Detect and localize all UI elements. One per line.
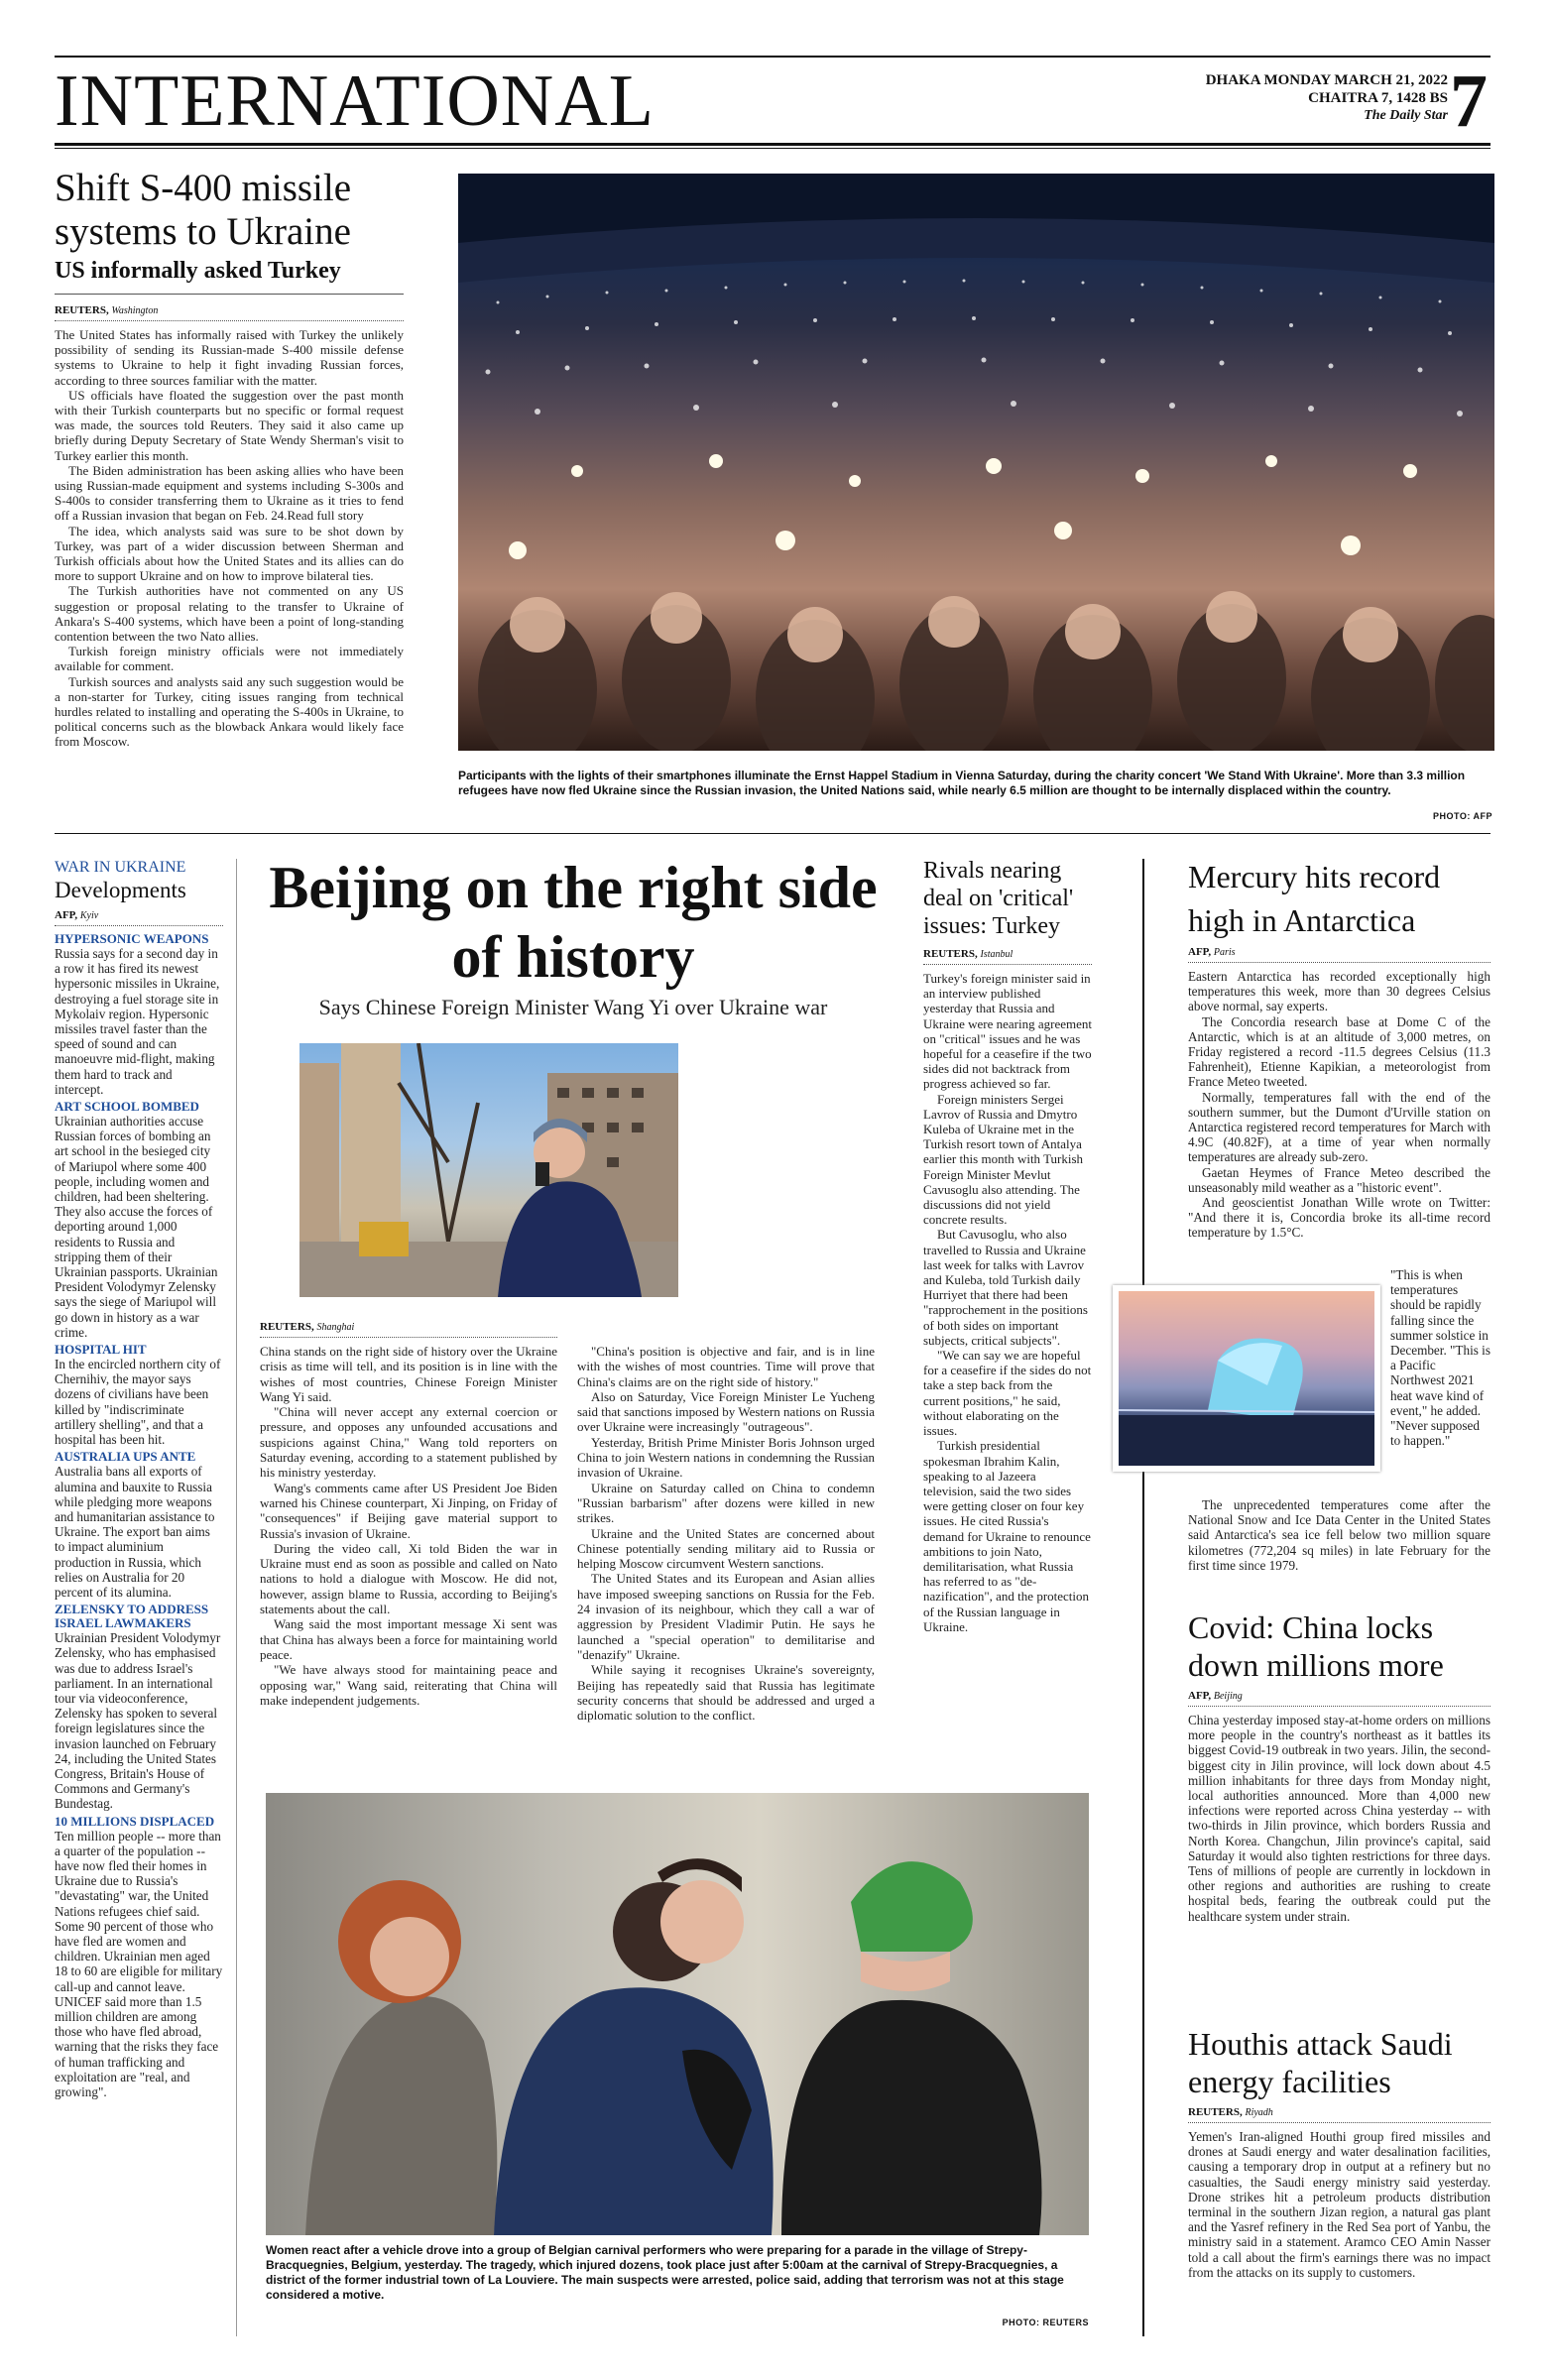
dev-item-text: Ukrainian authorities accuse Russian forces of bombing an art school in the besieged city of Mariupol where some 400 people, including women and children, had been sheltering. They also accuse the forces of deporting around 1,000 residents to Russia and stripping them of their Ukrainian passports. Ukrainian President Volodymyr Zelensky says the siege of Mariupol will go down in history as a war crime. [55,1114,218,1340]
s400-top-rule [55,294,404,295]
concert-photo-art [458,174,1494,751]
paper-name: The Daily Star [1364,108,1448,123]
beijing-para: China stands on the right side of history over the Ukraine crisis as time will tell, and its position is in line with the wishes of most countries, Chinese Foreign Minister Wang Yi said. [260,1344,557,1404]
dev-item-text: Australia bans all exports of alumina and bauxite to Russia while pledging more weapons and humanitarian assistance to Ukraine. The export ban aims to impact aluminium production in Russia, which relies on Australia for 20 percent of its alumina. [55,1464,215,1600]
dev-item [55,1100,223,1340]
covid-body: China yesterday imposed stay-at-home orders on millions more people in the country's northeast as it battles its biggest Covid-19 outbreak in two years. Jilin, the second-biggest city in Jilin province, will lock down about 4.5 million inhabitants for three days from Monday night, local authorities announced. More than 4,000 new infections were reported across China yesterday -- with two-thirds in Jilin province, which borders Russia and North Korea. Changchun, Jilin province's capital, said Saturday it would also tighten restrictions for three days. Tens of millions of people are currently in lockdown in other regions and authorities are rushing to create hospital beds, fearing the outbreak could put the healthcare system under strain. [1188,1713,1490,1924]
beijing-photo [299,1043,678,1297]
belgium-credit: PHOTO: REUTERS [1002,2318,1089,2327]
houthis-headline: Houthis attack Saudi energy facilities [1188,2026,1453,2099]
masthead-top-rule [55,56,1490,58]
rivals-para: Turkish presidential spokesman Ibrahim Kalin, speaking to al Jazeera television, said the two sides were getting closer on four key issues. He cited Russia's demand for Ukraine to renounce ambitions to join Nato, demilitarisation, what Russia has referred to as "de-nazification", and the protection of the Russian language in Ukraine. [923,1438,1091,1634]
beijing-para: Wang's comments came after US President Joe Biden warned his Chinese counterpart, Xi Jinping, on Friday of "consequences" if Beijing gave material support to Russia's invasion of Ukraine. [260,1480,557,1541]
beijing-para: The United States and its European and Asian allies have imposed sweeping sanctions on Russia for the Feb. 24 invasion of its neighbour, which they call a war of aggression by President Vladimir Putin. He says he launched a "special operation" to demilitarise and "denazify" Ukraine. [577,1571,875,1662]
dateline [1140,71,1448,125]
mercury-byline [1188,946,1490,963]
mercury-body [1188,969,1490,1241]
s400-para: Turkish sources and analysts said any such suggestion would be a non-starter for Turkey, citing issues ranging from technical hurdles related to installing and operating the S-400s in Ukraine, to political concerns such as the blowback Ankara would likely face from Moscow. [55,673,404,750]
developments-agency: AFP, [55,909,78,921]
beijing-para: Ukraine and the United States are concerned about Chinese potentially sending military aid to Russia or helping Moscow circumvent Western sanctions. [577,1525,875,1572]
beijing-para: Yesterday, British Prime Minister Boris Johnson urged China to join Western nations in condemning the Russian invasion of Ukraine. [577,1434,875,1481]
beijing-para: Ukraine on Saturday called on China to condemn "Russian barbarism" after dozens were killed in new strikes. [577,1480,875,1526]
dev-item-text: Ukrainian President Volodymyr Zelensky, who has emphasised was due to address Israel's parliament. In an international tour via videoconference, Zelensky has spoken to several foreign legislatures since the invasion launched on February 24, including the United States Congress, Britain's House of Commons and Germany's Bundestag. [55,1630,221,1812]
dev-item-head: HYPERSONIC WEAPONS [55,931,209,946]
developments-kicker: WAR IN UKRAINE [55,859,186,876]
beijing-headline: Beijing on the right side of history [269,855,878,990]
beijing-byline [260,1321,557,1338]
houthis-place: Riyadh [1245,2107,1273,2118]
houthis-byline [1188,2106,1490,2123]
concert-credit: PHOTO: AFP [1432,811,1492,821]
beijing-para: Wang said the most important message Xi sent was that China has always been a force for maintaining world peace. [260,1616,557,1662]
dev-item-head: HOSPITAL HIT [55,1342,147,1358]
rivals-para: But Cavusoglu, who also travelled to Russia and Ukraine last week for talks with Lavrov and Kuleba, told Turkish daily Hurriyet that there had been "rapprochement in the positions of both sides on important subjects, critical subjects". [923,1227,1088,1348]
section-title: INTERNATIONAL [55,60,655,142]
beijing-photo-art [299,1043,678,1297]
beijing-para: While saying it recognises Ukraine's sovereignty, Beijing has repeatedly said that Russia has legitimate security concerns that should be addressed and urged a diplomatic solution to the conflict. [577,1662,875,1724]
mercury-para: Eastern Antarctica has recorded exceptionally high temperatures this week, more than 30 degrees Celsius above normal, say experts. [1188,969,1490,1014]
beijing-agency: REUTERS, [260,1321,314,1333]
concert-photo [458,174,1494,751]
mercury-agency: AFP, [1188,946,1212,958]
beijing-body [260,1321,875,1723]
beijing-para: Also on Saturday, Vice Foreign Minister Le Yucheng said that sanctions imposed by Western nations on Russia over Ukraine were increasingly "outrageous". [577,1388,875,1435]
concert-caption: Participants with the lights of their smartphones illuminate the Ernst Happel Stadium in Vienna Saturday, during the charity concert 'We Stand With Ukraine'. More than 3.3 million refugees have now fled Ukraine since the Russian invasion, the United Nations said, while nearly 6.5 million are thought to be internally displaced within the country. [458,769,1466,797]
houthis-body: Yemen's Iran-aligned Houthi group fired missiles and drones at Saudi energy and water desalination facilities, causing a temporary drop in output at a refinery but no casualties, the Saudi energy ministry said yesterday. Drone strikes hit a petroleum products distribution terminal in the southern Jizan region, a natural gas plant and the Yasref refinery in the Red Sea port of Yanbu, the ministry said in a statement. Aramco CEO Amin Nasser told a call about the firm's earnings there was no impact from the attacks on its supply to customers. [1188,2129,1490,2280]
s400-para: Turkish foreign ministry officials were not immediately available for comment. [55,644,404,674]
belgium-photo-art [266,1793,1089,2235]
s400-story [55,167,404,750]
developments-column [55,859,223,2102]
beijing-place: Shanghai [316,1322,355,1333]
right-column-divider [1142,859,1144,2336]
rivals-byline [923,948,1092,965]
covid-story [1188,1608,1490,1924]
houthis-story [1188,2025,1490,2280]
s400-para: The United States has informally raised with Turkey the unlikely possibility of sending its Russian-made S-400 missile defense systems to Ukraine to help it fight invading Russian forces, according to three sources familiar with the matter. [55,327,404,388]
mercury-story [1188,855,1490,1241]
page-number: 7 [1450,60,1488,143]
beijing-para: During the video call, Xi told Biden the war in Ukraine must end as soon as possible and called on Nato nations to hold a dialogue with Moscow. He did not, however, assign blame to Russia, according to Beijing's statements about the call. [260,1540,557,1617]
rivals-para: Foreign ministers Sergei Lavrov of Russia and Dmytro Kuleba of Ukraine met in the Turkish resort town of Antalya earlier this month with Turkish Foreign Minister Mevlut Cavusoglu also attending. The discussions did not yield concrete results. [923,1091,1084,1228]
dateline-date: DHAKA MONDAY MARCH 21, 2022 [1205,72,1448,88]
mercury-end: The unprecedented temperatures come after the National Snow and Ice Data Center in the United States said Antarctica's sea ice fell below two million square kilometres (772,204 sq miles) in late February for the first time since 1979. [1188,1497,1490,1573]
rivals-headline: Rivals nearing deal on 'critical' issues: Turkey [923,858,1074,939]
mercury-headline: Mercury hits record high in Antarctica [1188,859,1441,938]
rivals-story [923,857,1092,1634]
dev-item [55,1343,223,1447]
mercury-para: And geoscientist Jonathan Wille wrote on Twitter: "And there it is, Concordia broke its all-time record temperature by 1.5°C. [1188,1195,1490,1241]
mercury-place: Paris [1213,947,1236,958]
s400-para: US officials have floated the suggestion over the past month with their Turkish counterparts but no specific or formal request was made, the sources told Reuters. They said it also came up briefly during Deputy Secretary of State Wendy Sherman's visit to Turkey earlier this month. [55,387,404,463]
dateline-bengali: CHAITRA 7, 1428 BS [1308,90,1448,106]
belgium-photo [266,1793,1089,2235]
masthead-bottom-rule-thin [55,148,1490,149]
covid-byline [1188,1690,1490,1707]
rivals-place: Istanbul [980,949,1013,960]
beijing-para: "China's position is objective and fair, and is in line with the wishes of most countries. Time will prove that China's claims are on the right side of history." [577,1344,875,1389]
dev-item-text: In the encircled northern city of Chernihiv, the mayor says dozens of civilians have been killed by "indiscriminate artillery shelling", and that a hospital has been hit. [55,1357,221,1448]
rivals-body [923,971,1092,1634]
developments-place: Kyiv [79,910,99,921]
antarctica-photo [1113,1285,1380,1472]
rivals-agency: REUTERS, [923,948,978,960]
dev-item-head: ART SCHOOL BOMBED [55,1099,199,1115]
developments-divider [236,859,237,2336]
dev-item [55,1450,223,1600]
rivals-para: Turkey's foreign minister said in an interview published yesterday that Russia and Ukraine were nearing agreement on "critical" issues and he was hopeful for a ceasefire if the two sides did not backtrack from progress achieved so far. [923,971,1092,1092]
dev-item-head: 10 MILLIONS DISPLACED [55,1813,215,1829]
dev-item-text: Ten million people -- more than a quarter of the population -- have now fled their homes in Ukraine due to Russia's "devastating" war, the United Nations refugees chief said. Some 90 percent of those who have fled are women and children. Ukrainian men aged 18 to 60 are eligible for military call-up and cannot leave. UNICEF said more than 1.5 million children are among those who have fled abroad, warning that the risks they face of human trafficking and exploitation are "real, and growing". [55,1828,223,2100]
mercury-para: The Concordia research base at Dome C of the Antarctic, which is at an altitude of 3,000 metres, on Friday registered a record -11.5 degrees Celsius (11.3 Fahrenheit), Etienne Kapikian, a meteorologist from France Meteo tweeted. [1188,1013,1490,1090]
developments-byline [55,909,223,926]
developments-title: Developments [55,878,186,902]
masthead-bottom-rule [55,143,1490,146]
belgium-caption: Women react after a vehicle drove into a group of Belgian carnival performers who were preparing for a parade in the village of Strepy-Bracquegnies, Belgium, yesterday. The tragedy, which injured dozens, took place just after 5:00am at the carnival of Strepy-Bracquegnies, a district of the former industrial town of La Louviere. The main suspects were arrested, police said, adding that terrorism was not at this stage considered a motive. [266,2243,1064,2302]
dev-item-text: Russia says for a second day in a row it has fired its newest hypersonic missiles in Ukraine, destroying a fuel storage site in Mykolaiv region. Hypersonic missiles travel faster than the speed of sound and can manoeuvre mid-flight, making them hard to track and intercept. [55,946,220,1097]
s400-para: The idea, which analysts said was sure to be shot down by Turkey, was part of a wider discussion between Sherman and Turkish officials about how the United States and its allies can do more to support Ukraine and on how to improve bilateral ties. [55,523,404,584]
s400-agency: REUTERS, [55,304,109,316]
covid-place: Beijing [1213,1691,1243,1702]
mercury-para: Normally, temperatures fall with the end of the southern summer, but the Dumont d'Urville station on Antarctica registered record temperatures for March with 4.9C (40.82F), at a time of year when normally temperatures are already sub-zero. [1188,1089,1490,1165]
dev-item-head: AUSTRALIA UPS ANTE [55,1449,196,1465]
dev-item [55,1603,223,1811]
s400-byline [55,304,404,321]
beijing-para: "We have always stood for maintaining peace and opposing war," Wang said, reiterating that China will make independent judgements. [260,1662,557,1708]
s400-subhead: US informally asked Turkey [55,258,341,284]
mercury-para: Gaetan Heymes of France Meteo described the unseasonably mild weather as a "historic event". [1188,1164,1490,1195]
s400-para: The Biden administration has been asking allies who have been using Russian-made equipment and systems including S-300s and S-400s to consider transferring them to Ukraine as it tries to fend off a Russian invasion that began on Feb. 24.Read full story [55,462,404,524]
rivals-para: "We can say we are hopeful for a ceasefire if the sides do not take a step back from the current positions," he said, without elaborating on the issues. [923,1348,1092,1439]
covid-headline: Covid: China locks down millions more [1188,1609,1444,1683]
s400-place: Washington [111,305,159,316]
beijing-columns [260,1344,875,1723]
beijing-subhead: Says Chinese Foreign Minister Wang Yi over Ukraine war [318,995,828,1019]
s400-para: The Turkish authorities have not commented on any US suggestion or proposal relating to the transfer to Ukraine of Ankara's S-400 systems, which have been a point of long-standing contention between the two Nato allies. [55,583,404,645]
antarctica-photo-art [1119,1291,1374,1466]
dev-item [55,932,223,1097]
mid-rule [55,833,1490,834]
beijing-para: "China will never accept any external coercion or pressure, and opposes any unfounded accusations and suspicions against China," Wang told reporters on Saturday evening, according to a statement published by his ministry yesterday. [260,1404,557,1481]
covid-agency: AFP, [1188,1690,1212,1702]
dev-item [55,1815,223,2100]
houthis-agency: REUTERS, [1188,2106,1243,2118]
dev-item-head: ZELENSKY TO ADDRESS ISRAEL LAWMAKERS [55,1602,209,1631]
s400-body [55,327,404,750]
mercury-wrap: "This is when temperatures should be rapidly falling since the summer solstice in December. "This is a Pacific Northwest 2021 heat wave kind of event," he added. "Never supposed to happen." [1390,1267,1490,1449]
s400-headline: Shift S-400 missile systems to Ukraine [55,167,352,253]
